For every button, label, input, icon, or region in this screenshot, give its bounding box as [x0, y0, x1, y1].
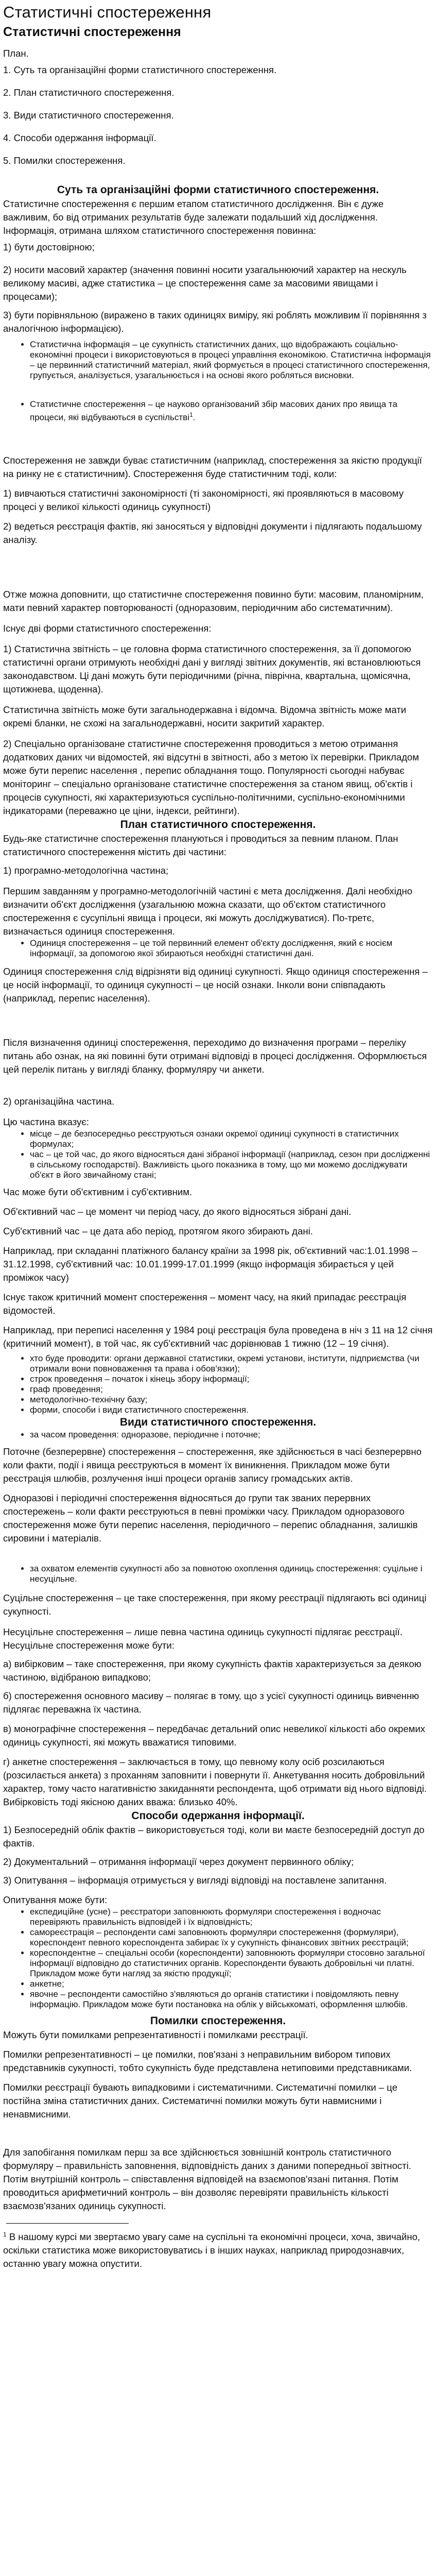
- footnote-text: В нашому курсі ми звертаємо увагу саме на суспільні та економічні процеси, хоча, звичайно, оскільки статистика може використовуватись і в інших науках, наприклад природознавчих, останню увагу можна опустити.: [3, 2231, 421, 2269]
- paragraph: Час може бути об'єктивним і суб'єктивним.: [3, 1186, 193, 1197]
- section-heading: Суть та організаційні форми статистичного спостереження.: [57, 184, 379, 196]
- paragraph: Для запобігання помилкам перш за все здійснюється зовнішній контроль статистичного формуляру – правильність заповнення, відповідність даних з даними попередньої звітності. Потім внутрішній контроль – співставлення відповідей на взаємопов'язані питання. Потім проводиться арифметичний контроль – він дозволяє перевіряти правильність кількості взаємозв'язаних одиниць сукупності.: [3, 2146, 411, 2211]
- bullet-item: • експедиційне (усне) – реєстратори заповнюють формуляри спостереження і водночас перевіряють правильність відповідей і їх відповідність;: [30, 1907, 433, 1927]
- bullet-list: [3, 399, 433, 423]
- paragraph: Статистична звітність може бути загальнодержавна і відомча. Відомча звітність може мати окремі бланки, не схожі на загальнодержавні, носити закритий характер.: [3, 704, 407, 728]
- plan-list: [3, 63, 433, 167]
- bullet-list: [3, 1353, 433, 1415]
- paragraph: Першим завданням у програмно-методологічній частині є мета дослідження. Далі необхідно визначити об'єкт дослідження (узагальнюю можна сказати, що об'єктом статистичного спостереження є сусупільні явища і процеси, які можуть досліджуватися). По-третє, визначається одиниця спостереження.: [3, 885, 413, 937]
- bullet-item: • кореспондентне – спеціальні особи (кореспонденти) заповнюють формуляри стосовно загальної інформації відповідно до статистичних органів. Кореспонденти бувають добровільні чи платні. Прикладом може бути нагляд за якістю продукції;: [30, 1948, 433, 1979]
- footnote-mark: 1: [3, 2230, 7, 2238]
- bullet-list: [3, 1430, 433, 1440]
- paragraph: 3) Опитування – інформація отримується у вигляді відповіді на поставлене запитання.: [3, 1874, 387, 1886]
- plan-item: 2. План статистичного спостереження.: [3, 87, 175, 98]
- paragraph: Опитування може бути:: [3, 1894, 108, 1905]
- paragraph: Помилки репрезентативності – це помилки, пов'язані з неправильним вибором типових представників сукупності, тобто сукупність буде представлена нетиповими представниками.: [3, 2048, 412, 2073]
- bullet-list: [3, 938, 433, 959]
- paragraph: Після визначення одиниці спостереження, переходимо до визначення програми – переліку питань або ознак, на які повинні бути отримані відповіді в процесі дослідження. Оформлюється цей перелік питань у вигляді бланку, формуляру чи анкети.: [3, 1037, 427, 1075]
- bullet-list: [3, 1907, 433, 2010]
- bullet-list: [3, 340, 433, 381]
- paragraph: Отже можна доповнити, що статистичне спостереження повинно бути: масовим, планомірним, мати певний характер повторюваності (одноразовим, періодичним або систематичним).: [3, 588, 424, 613]
- paragraph: Наприклад, при переписі населення у 1984 році реєстрація була проведена в ніч з 11 на 12 січня (критичний момент), в той час, як суб'єктивний час дорівнював 1 тижню (12 – 19 січня).: [3, 1324, 433, 1349]
- paragraph: Суцільне спостереження – це таке спостереження, при якому реєстрації підлягають всі одиниці сукупності.: [3, 1592, 427, 1617]
- bullet-item: • Одиниця спостереження – це той первинний елемент об'єкту дослідження, який є носієм інформації, за допомогою якої збираються необхідні статистичні дані.: [30, 938, 433, 959]
- paragraph: 1) Безпосередній облік фактів – використовується тоді, коли ви маєте безпосередній доступ до фактів.: [3, 1824, 425, 1849]
- paragraph: Спостереження не завжди буває статистичним (наприклад, спостереження за якістю продукції на ринку не є статистичним). Спостереження буде статистичним тоді, коли:: [3, 454, 422, 479]
- bullet-item: • за охватом елементів сукупності або за повнотою охоплення одиниць спостереження: суцільне і несуцільне.: [30, 1564, 433, 1584]
- paragraph: Поточне (безперервне) спостереження – спостереження, яке здійснюється в часі безперервно коли факти, події і явища реєструються в момент їх виникнення. Прикладом може бути реєстрація шлюбів, розлучення інші процеси органів запису громадських актів.: [3, 1446, 422, 1484]
- paragraph: 2) Документальний – отримання інформації через документ первинного обліку;: [3, 1856, 354, 1867]
- paragraph: Наприклад, при складанні платіжного балансу країни за 1998 рік, об'єктивний час:1.01.1998 – 31.12.1998, суб'єктивний час: 10.01.1999-17.01.1999 (якщо інформація збирається у цей проміжок часу): [3, 1245, 417, 1283]
- plan-item: 3. Види статистичного спостереження.: [3, 110, 174, 121]
- page-title: Статистичні спостереження: [3, 3, 212, 21]
- bullet-item: • хто буде проводити: органи державної статистики, окремі установи, інститути, підприємства (чи отримали вони повноваження та права і обов'язки);: [30, 1353, 433, 1374]
- bullet-item: • за часом проведення: одноразове, періодичне і поточне;: [30, 1430, 433, 1440]
- paragraph: Об'єктивний час – це момент чи період часу, до якого відносяться зібрані дані.: [3, 1206, 352, 1217]
- bullet-item: • строк проведення – початок і кінець збору інформації;: [30, 1374, 433, 1384]
- section-heading: Помилки спостереження.: [150, 2014, 286, 2027]
- paragraph: Можуть бути помилками репрезентативності і помилками реєстрації.: [3, 2029, 308, 2040]
- section-heading: План статистичного спостереження.: [120, 818, 316, 831]
- footnote: [3, 2228, 433, 2270]
- paragraph: Помилки реєстрації бувають випадковими і систематичними. Систематичні помилки – це постійна зміна статистичних даних. Систематичні помилки можуть бути навмисними і ненавмисними.: [3, 2081, 397, 2120]
- paragraph: в) монографічне спостереження – передбачає детальний опис невеликої кількості або окремих одиниць сукупності, які можуть вважатися типовими.: [3, 1723, 425, 1748]
- paragraph: Суб'єктивний час – це дата або період, протягом якого збирають дані.: [3, 1225, 313, 1236]
- paragraph: Існує дві форми статистичного спостереження:: [3, 622, 212, 634]
- paragraph: 1) бути достовірною;: [3, 242, 95, 252]
- plan-item: 4. Способи одержання інформації.: [3, 132, 156, 143]
- paragraph: б) спостереження основного масиву – полягає в тому, що з усієї сукупності одиниць вивченню підлягає переважна їх частина.: [3, 1690, 419, 1715]
- bullet-item: • самореєстрація – респонденти самі заповнюють формуляри спостереження (формуляри), кореспондент певного кореспондента забирає їх у сукупність фінансових звітних реєстрацій;: [30, 1927, 433, 1948]
- paragraph: Одноразові і періодичні спостереження відносяться до групи так званих перервних спостережень – коли факти реєструються в певні проміжки часу. Прикладом одноразового спостереження може бути перепис населення, періодичного – перепис обладнання, залишків сировини і матеріалів.: [3, 1492, 418, 1544]
- bullet-list: [3, 1564, 433, 1584]
- bullet-item: • граф проведення;: [30, 1384, 433, 1395]
- paragraph: Будь-яке статистичне спостереження плануються і проводиться за певним планом. План статистичного спостереження містить дві частини:: [3, 833, 398, 857]
- bullet-text: Статистичне спостереження – це науково організований збір масових даних про явища та процеси, які відбуваються в суспільстві: [30, 399, 397, 422]
- bullet-item: • Статистичне спостереження – це науково організований збір масових даних про явища та процеси, які відбуваються в суспільстві$^1$.: [30, 399, 433, 423]
- paragraph: Несуцільне спостереження – лише певна частина одиниць сукупності підлягає реєстрації. Несуцільне спостереження може бути:: [3, 1626, 403, 1651]
- footnote-ref[interactable]: 1: [189, 411, 193, 418]
- paragraph: 2) ведеться реєстрація фактів, які заносяться у відповідні документи і підлягають подальшому аналізу.: [3, 520, 422, 545]
- bullet-list: [3, 1129, 433, 1180]
- paragraph: Існує також критичний момент спостереження – момент часу, на який припадає реєстрація відомостей.: [3, 1291, 407, 1316]
- plan-label: План.: [3, 48, 29, 59]
- section-heading: Способи одержання інформації.: [131, 1809, 305, 1822]
- paragraph: а) вибірковим – таке спостереження, при якому сукупність фактів характеризується за деякою частиною, відібраною випадково;: [3, 1658, 422, 1683]
- paragraph: г) анкетне спостереження – заключається в тому, що певному колу осіб розсилаються (розсилається анкета) з проханням заповнити і повернути її. Анкетування носить добровільний характер, тому часто нагативністю закиданняти респондента, щоб отримати від нього відповіді. Вибірковість тоді якісною даних вважа: близько 40%.: [3, 1756, 427, 1807]
- paragraph: 2) Спеціально організоване статистичне спостереження проводиться з метою отримання додаткових даних чи відомостей, які відсутні в звітності, або з метою їх перевірки. Прикладом може бути перепис населення , перепис обладнання тощо. Популярності сьогодні набуває моніторинг – спеціально організоване статистичне спостереження за станом явищ, об'єктів і процесів сукупності, які характеризуються суспільно-політичними, суспільно-економічними індикаторами (переважно це ціни, індекси, рейтинги).: [3, 738, 419, 816]
- bullet-item: • місце – де безпосередньо реєструються ознаки окремої одиниці сукупності в статистичних формулах;: [30, 1129, 433, 1149]
- main-heading: Статистичні спостереження: [3, 25, 181, 39]
- paragraph: 1) Статистична звітність – це головна форма статистичного спостереження, за її допомогою статистичні органи отримують необхідні дані у вигляді звітних документів, які встановлюються законодавством. Ці дані можуть бути періодичними (річна, піврічна, квартальна, щомісячна, щотижнева, щоденна).: [3, 643, 421, 694]
- bullet-item: • анкетне;: [30, 1979, 433, 1989]
- bullet-item: • форми, способи і види статистичного спостереження.: [30, 1405, 433, 1415]
- paragraph: 3) бути порівняльною (виражено в таких одиницях виміру, які роблять можливим її порівняння з аналогічною інформацією).: [3, 310, 427, 334]
- plan-item: 5. Помилки спостереження.: [3, 155, 126, 166]
- paragraph: Статистичне спостереження є першим етапом статистичного дослідження. Він є дуже важливим, бо від отриманих результатів буде залежати подальший хід дослідження. Інформація, отримана шляхом статистичного спостереження повинна:: [3, 198, 384, 236]
- plan-item: 1. Суть та організаційні форми статистичного спостереження.: [3, 64, 277, 75]
- paragraph: 1) вивчаються статистичні закономірності (ті закономірності, які проявляються в масовому процесі у великої кількості одиниць сукупності): [3, 487, 404, 512]
- paragraph: 1) програмно-методологічна частина;: [3, 865, 169, 876]
- paragraph: 2) організаційна частина.: [3, 1095, 115, 1107]
- paragraph: Цю частина вказує:: [3, 1116, 89, 1127]
- bullet-item: • методологічно-технічну базу;: [30, 1395, 433, 1405]
- bullet-item: • Статистична інформація – це сукупність статистичних даних, що відображають соціально-економічні процеси і використовуються в процесі управління економікою. Статистична інформація – це первинний статистичний матеріал, який формується в процесі статистичного спостереження, групується, аналізується, узагальнюється і на основі якого робляться висновки.: [30, 340, 433, 381]
- paragraph: 2) носити масовий характер (значення повинні носити узагальнюючий характер на нескуль великому масиві, адже статистика – це спостереження саме за масовими явищами і процесами);: [3, 264, 407, 302]
- bullet-item: • явочне – респонденти самостійно з'являються до органів статистики і повідомляють певну інформацію. Прикладом може бути постановка на облік у військкоматі, оформлення шлюбів.: [30, 1989, 433, 2010]
- bullet-item: • час – це той час, до якого відносяться дані зібраної інформації (наприклад, сезон при дослідженні в сільському господарстві). Важливість цього показника в тому, що ми можемо досліджувати об'єкт в його звичайному стані;: [30, 1149, 433, 1180]
- section-heading: Види статистичного спостереження.: [119, 1416, 317, 1428]
- paragraph: Одиниця спостереження слід відрізняти від одиниці сукупності. Якщо одиниця спостереження – це носій інформації, то одиниця сукупності – це носій ознаки. Інколи вони співпадають (наприклад, перепис населення).: [3, 965, 428, 1004]
- footnote-divider: [6, 2223, 129, 2224]
